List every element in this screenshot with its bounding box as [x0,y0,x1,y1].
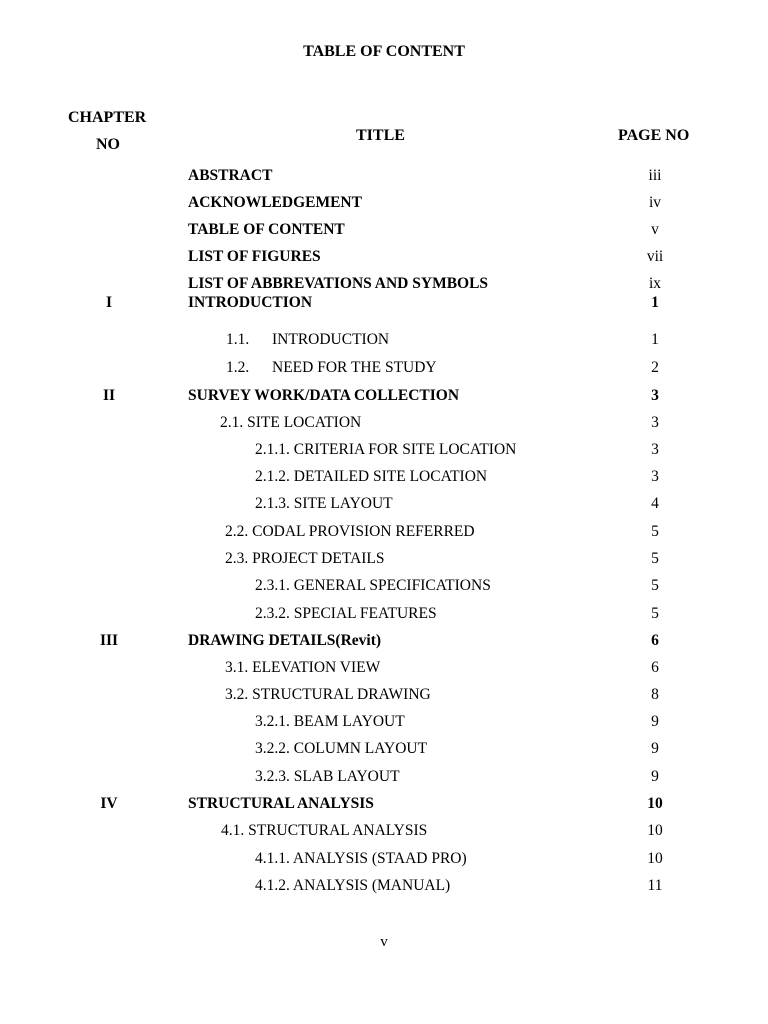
toc-entry-text: 2.3.1. GENERAL SPECIFICATIONS [255,577,491,594]
toc-page-number: 3 [651,441,659,458]
toc-row [0,740,768,762]
toc-row [0,523,768,545]
toc-page-number: 4 [651,495,659,512]
toc-entry-title [225,659,380,677]
toc-entry-title [255,768,400,786]
toc-row [0,167,768,189]
toc-page-number: 1 [651,331,659,348]
toc-page-number: iii [648,167,662,184]
toc-entry-text: 2.1.1. CRITERIA FOR SITE LOCATION [255,441,517,458]
toc-row [0,294,768,316]
toc-entry-title [255,740,427,758]
toc-row [0,441,768,463]
toc-entry-text: 3.2.3. SLAB LAYOUT [255,768,400,785]
toc-entry-text: 2.3.2. SPECIAL FEATURES [255,605,437,622]
toc-entry-title [188,194,362,212]
toc-chapter-number: II [102,387,116,404]
toc-row [0,248,768,270]
toc-entry-title [188,221,345,239]
toc-entry-title [225,686,431,704]
toc-row [0,877,768,899]
toc-row [0,387,768,409]
toc-entry-text: SURVEY WORK/DATA COLLECTION [188,387,460,404]
toc-page-number: ix [648,275,662,292]
toc-entry-title [255,495,393,513]
chapter-header-line2: NO [96,136,120,153]
toc-entry-title [255,577,491,595]
toc-page-number: 3 [651,414,659,431]
toc-row [0,468,768,490]
toc-row [0,795,768,817]
toc-entry-title [255,605,437,623]
toc-page-number: 8 [651,686,659,703]
toc-page-number: 3 [651,387,659,404]
toc-page-number: 9 [651,740,659,757]
toc-page-number: 10 [647,850,663,867]
toc-entry-title [188,795,374,813]
toc-entry-title [221,822,427,840]
toc-entry-title [255,468,487,486]
toc-page-number: 6 [651,632,659,649]
toc-entry-text: 4.1.1. ANALYSIS (STAAD PRO) [255,850,467,867]
toc-row [0,414,768,436]
toc-entry-text: 2.2. CODAL PROVISION REFERRED [225,523,475,540]
toc-entry-text: 2.1. SITE LOCATION [220,414,362,431]
toc-entry-text: 3.1. ELEVATION VIEW [225,659,381,676]
toc-entry-text: 2.3. PROJECT DETAILS [225,550,385,567]
toc-entry-title [255,850,467,868]
toc-entry-text: TABLE OF CONTENT [188,221,345,238]
document-title: TABLE OF CONTENT [303,43,465,60]
toc-page-number: v [651,221,659,238]
toc-entry-text: LIST OF ABBREVATIONS AND SYMBOLS [188,275,489,292]
toc-chapter-number: III [99,632,119,649]
toc-entry-title [225,550,385,568]
toc-entry-title [188,387,459,405]
toc-row [0,495,768,517]
toc-entry-title [255,877,450,895]
toc-entry-title [255,713,405,731]
toc-entry-text: 4.1.2. ANALYSIS (MANUAL) [255,877,451,894]
toc-entry-text: DRAWING DETAILS(Revit) [188,632,382,649]
toc-row [0,713,768,735]
toc-page-number: 10 [647,822,663,839]
toc-entry-title [226,359,437,377]
toc-entry-text: NEED FOR THE STUDY [272,359,437,376]
toc-row [0,686,768,708]
toc-entry-title [225,523,475,541]
toc-entry-title [188,294,312,312]
toc-entry-text: 4.1. STRUCTURAL ANALYSIS [221,822,428,839]
toc-chapter-number: I [105,294,113,311]
toc-page-number: 5 [651,523,659,540]
page-no-header: PAGE NO [618,127,690,144]
chapter-header-line1: CHAPTER [68,109,147,126]
toc-row [0,577,768,599]
toc-entry-text: STRUCTURAL ANALYSIS [188,795,374,812]
toc-entry-text: ABSTRACT [188,167,273,184]
toc-row [0,359,768,381]
toc-entry-title [188,632,381,650]
toc-entry-text: INTRODUCTION [272,331,390,348]
toc-page-number: 11 [647,877,663,894]
toc-page-number: 9 [651,713,659,730]
toc-entry-text: 3.2. STRUCTURAL DRAWING [225,686,431,703]
toc-entry-title [188,167,272,185]
toc-page-number: 6 [651,659,659,676]
toc-page-number: 2 [651,359,659,376]
toc-entry-text: 3.2.2. COLUMN LAYOUT [255,740,428,757]
toc-chapter-number: IV [100,795,118,812]
toc-entry-text: ACKNOWLEDGEMENT [188,194,362,211]
toc-section-number: 1.1. [226,331,250,348]
toc-row [0,605,768,627]
toc-entry-title [188,248,321,266]
toc-row [0,550,768,572]
toc-entry-text: 2.1.3. SITE LAYOUT [255,495,393,512]
title-header: TITLE [356,127,405,144]
toc-section-number: 1.2. [226,359,250,376]
toc-entry-text: LIST OF FIGURES [188,248,321,265]
toc-page-number: 9 [651,768,659,785]
toc-page-number: 1 [651,294,659,311]
toc-row [0,331,768,353]
toc-entry-text: INTRODUCTION [188,294,313,311]
toc-page-number: iv [648,194,662,211]
toc-page-number: 5 [651,577,659,594]
toc-row [0,768,768,790]
toc-row [0,194,768,216]
toc-page-number: 10 [647,795,663,812]
toc-row [0,822,768,844]
toc-page-number: 3 [651,468,659,485]
toc-entry-text: 2.1.2. DETAILED SITE LOCATION [255,468,488,485]
toc-entry-title [188,275,488,293]
toc-entry-title [226,331,389,349]
toc-page-number: 5 [651,605,659,622]
toc-row [0,850,768,872]
toc-page-number: vii [646,248,664,265]
toc-entry-title [255,441,516,459]
toc-entry-title [220,414,361,432]
toc-row [0,632,768,654]
toc-row [0,659,768,681]
toc-page-number: 5 [651,550,659,567]
page-number-footer: v [380,934,388,950]
toc-entry-text: 3.2.1. BEAM LAYOUT [255,713,405,730]
toc-row [0,221,768,243]
